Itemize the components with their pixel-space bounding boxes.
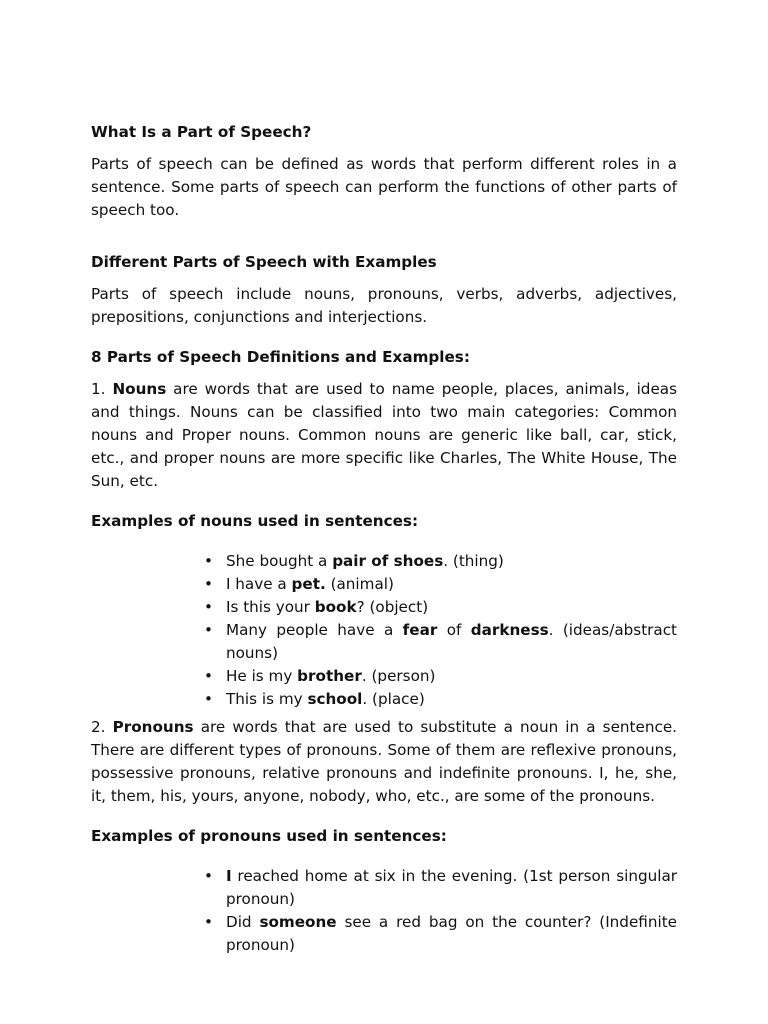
list-item: • Is this your book? (object): [226, 596, 677, 619]
pronoun-examples-list: [91, 865, 677, 957]
list-number: 1.: [91, 380, 106, 398]
pronouns-definition: are words that are used to substitute a noun in a sentence. There are different types of pronouns. Some of them are reflexive pronouns, possessive pronouns, relative pronouns and indefinite pronouns. I, he, she, it, them, his, yours, anyone, nobody, who, etc., are some of the pronouns.: [91, 718, 678, 805]
paragraph-parts-list: Parts of speech include nouns, pronouns, verbs, adverbs, adjectives, prepositions, conjunctions and interjections.: [91, 285, 677, 326]
list-item: • I have a pet. (animal): [226, 573, 677, 596]
heading-what-is-part-of-speech: What Is a Part of Speech?: [91, 123, 312, 141]
list-item: • This is my school. (place): [226, 688, 677, 711]
list-item: • I reached home at six in the evening. (1st person singular pronoun): [204, 867, 677, 908]
nouns-definition: are words that are used to name people, places, animals, ideas and things. Nouns can be classified into two main categories: Common nouns and Proper nouns. Common nouns are generic like ball, car, stick, etc., and proper nouns are more specific like Charles, The White House, The Sun, etc.: [91, 380, 678, 490]
heading-definitions-examples: 8 Parts of Speech Definitions and Examples:: [91, 348, 470, 366]
bullet-icon: •: [204, 621, 213, 639]
bullet-icon: •: [204, 552, 213, 570]
bullet-icon: •: [204, 690, 213, 708]
document-body: [91, 121, 677, 957]
list-item: • She bought a pair of shoes. (thing): [226, 550, 677, 573]
paragraph-nouns: [91, 378, 677, 493]
paragraph-pronouns: [91, 716, 677, 808]
list-item: • He is my brother. (person): [226, 665, 677, 688]
list-item: • Many people have a fear of darkness. (ideas/abstract nouns): [204, 621, 678, 662]
paragraph-definition: Parts of speech can be defined as words that perform different roles in a sentence. Some parts of speech can perform the functions of other parts of speech too.: [91, 155, 677, 219]
bullet-icon: •: [204, 598, 213, 616]
term-pronouns: Pronouns: [112, 718, 194, 736]
bullet-icon: •: [204, 867, 213, 885]
heading-pronoun-examples: Examples of pronouns used in sentences:: [91, 827, 447, 845]
bullet-icon: •: [204, 667, 213, 685]
heading-different-parts: Different Parts of Speech with Examples: [91, 253, 437, 271]
bullet-icon: •: [204, 575, 213, 593]
list-number: 2.: [91, 718, 106, 736]
noun-examples-list: [91, 550, 677, 711]
bullet-icon: •: [204, 913, 213, 931]
term-nouns: Nouns: [112, 380, 167, 398]
list-item: • Did someone see a red bag on the counter? (Indefinite pronoun): [204, 913, 678, 954]
heading-noun-examples: Examples of nouns used in sentences:: [91, 512, 419, 530]
